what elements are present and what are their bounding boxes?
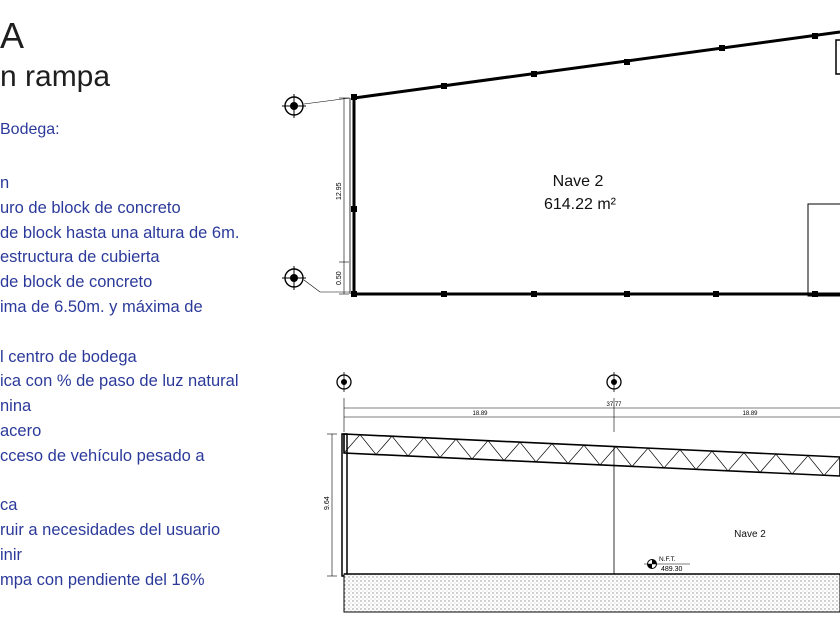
spec-item: ca [0,496,18,515]
spec-item: uro de block de concreto [0,198,181,217]
section-height-dimension: 9.64 [324,496,331,510]
floor-plan [282,32,840,297]
section-total-dimension: 37.77 [606,402,622,408]
plan-nave-label: Nave 2 [552,173,604,190]
spec-item: cceso de vehículo pesado a [0,446,205,465]
page-subtitle-line: n rampa [0,60,111,93]
nft-label: N.F.T. [659,556,676,563]
spec-item: n [0,174,10,192]
section-left-dimension: 18.89 [472,411,488,417]
spec-item: ima de 6.50m. y máxima de [0,297,203,316]
spec-item: estructura de cubierta [0,248,160,267]
spec-item: ica con % de paso de luz natural [0,372,239,391]
spec-item: ruir a necesidades del usuario [0,521,221,540]
plan-small-dimension: 0.50 [336,271,343,285]
spec-item: de block hasta una altura de 6m. [0,223,240,242]
axis-marker-icon [337,372,351,392]
section-right-dimension: 18.89 [742,411,758,417]
nft-value: 489.30 [661,566,683,573]
spec-item: nina [0,397,32,416]
section-nave-label: Nave 2 [734,529,766,540]
spec-item: de block de concreto [0,273,153,292]
specs-heading: Bodega: [0,121,60,138]
plan-height-dimension: 12.95 [336,182,343,200]
axis-marker-icon [607,372,621,392]
page-title: A [0,15,25,56]
axis-marker-icon [282,94,350,118]
spec-item: mpa con pendiente del 16% [0,570,205,589]
spec-item: inir [0,545,23,564]
plan-area-label: 614.22 m² [543,196,617,213]
spec-item: l centro de bodega [0,347,137,366]
spec-item: acero [0,421,42,440]
section-view [324,372,840,612]
